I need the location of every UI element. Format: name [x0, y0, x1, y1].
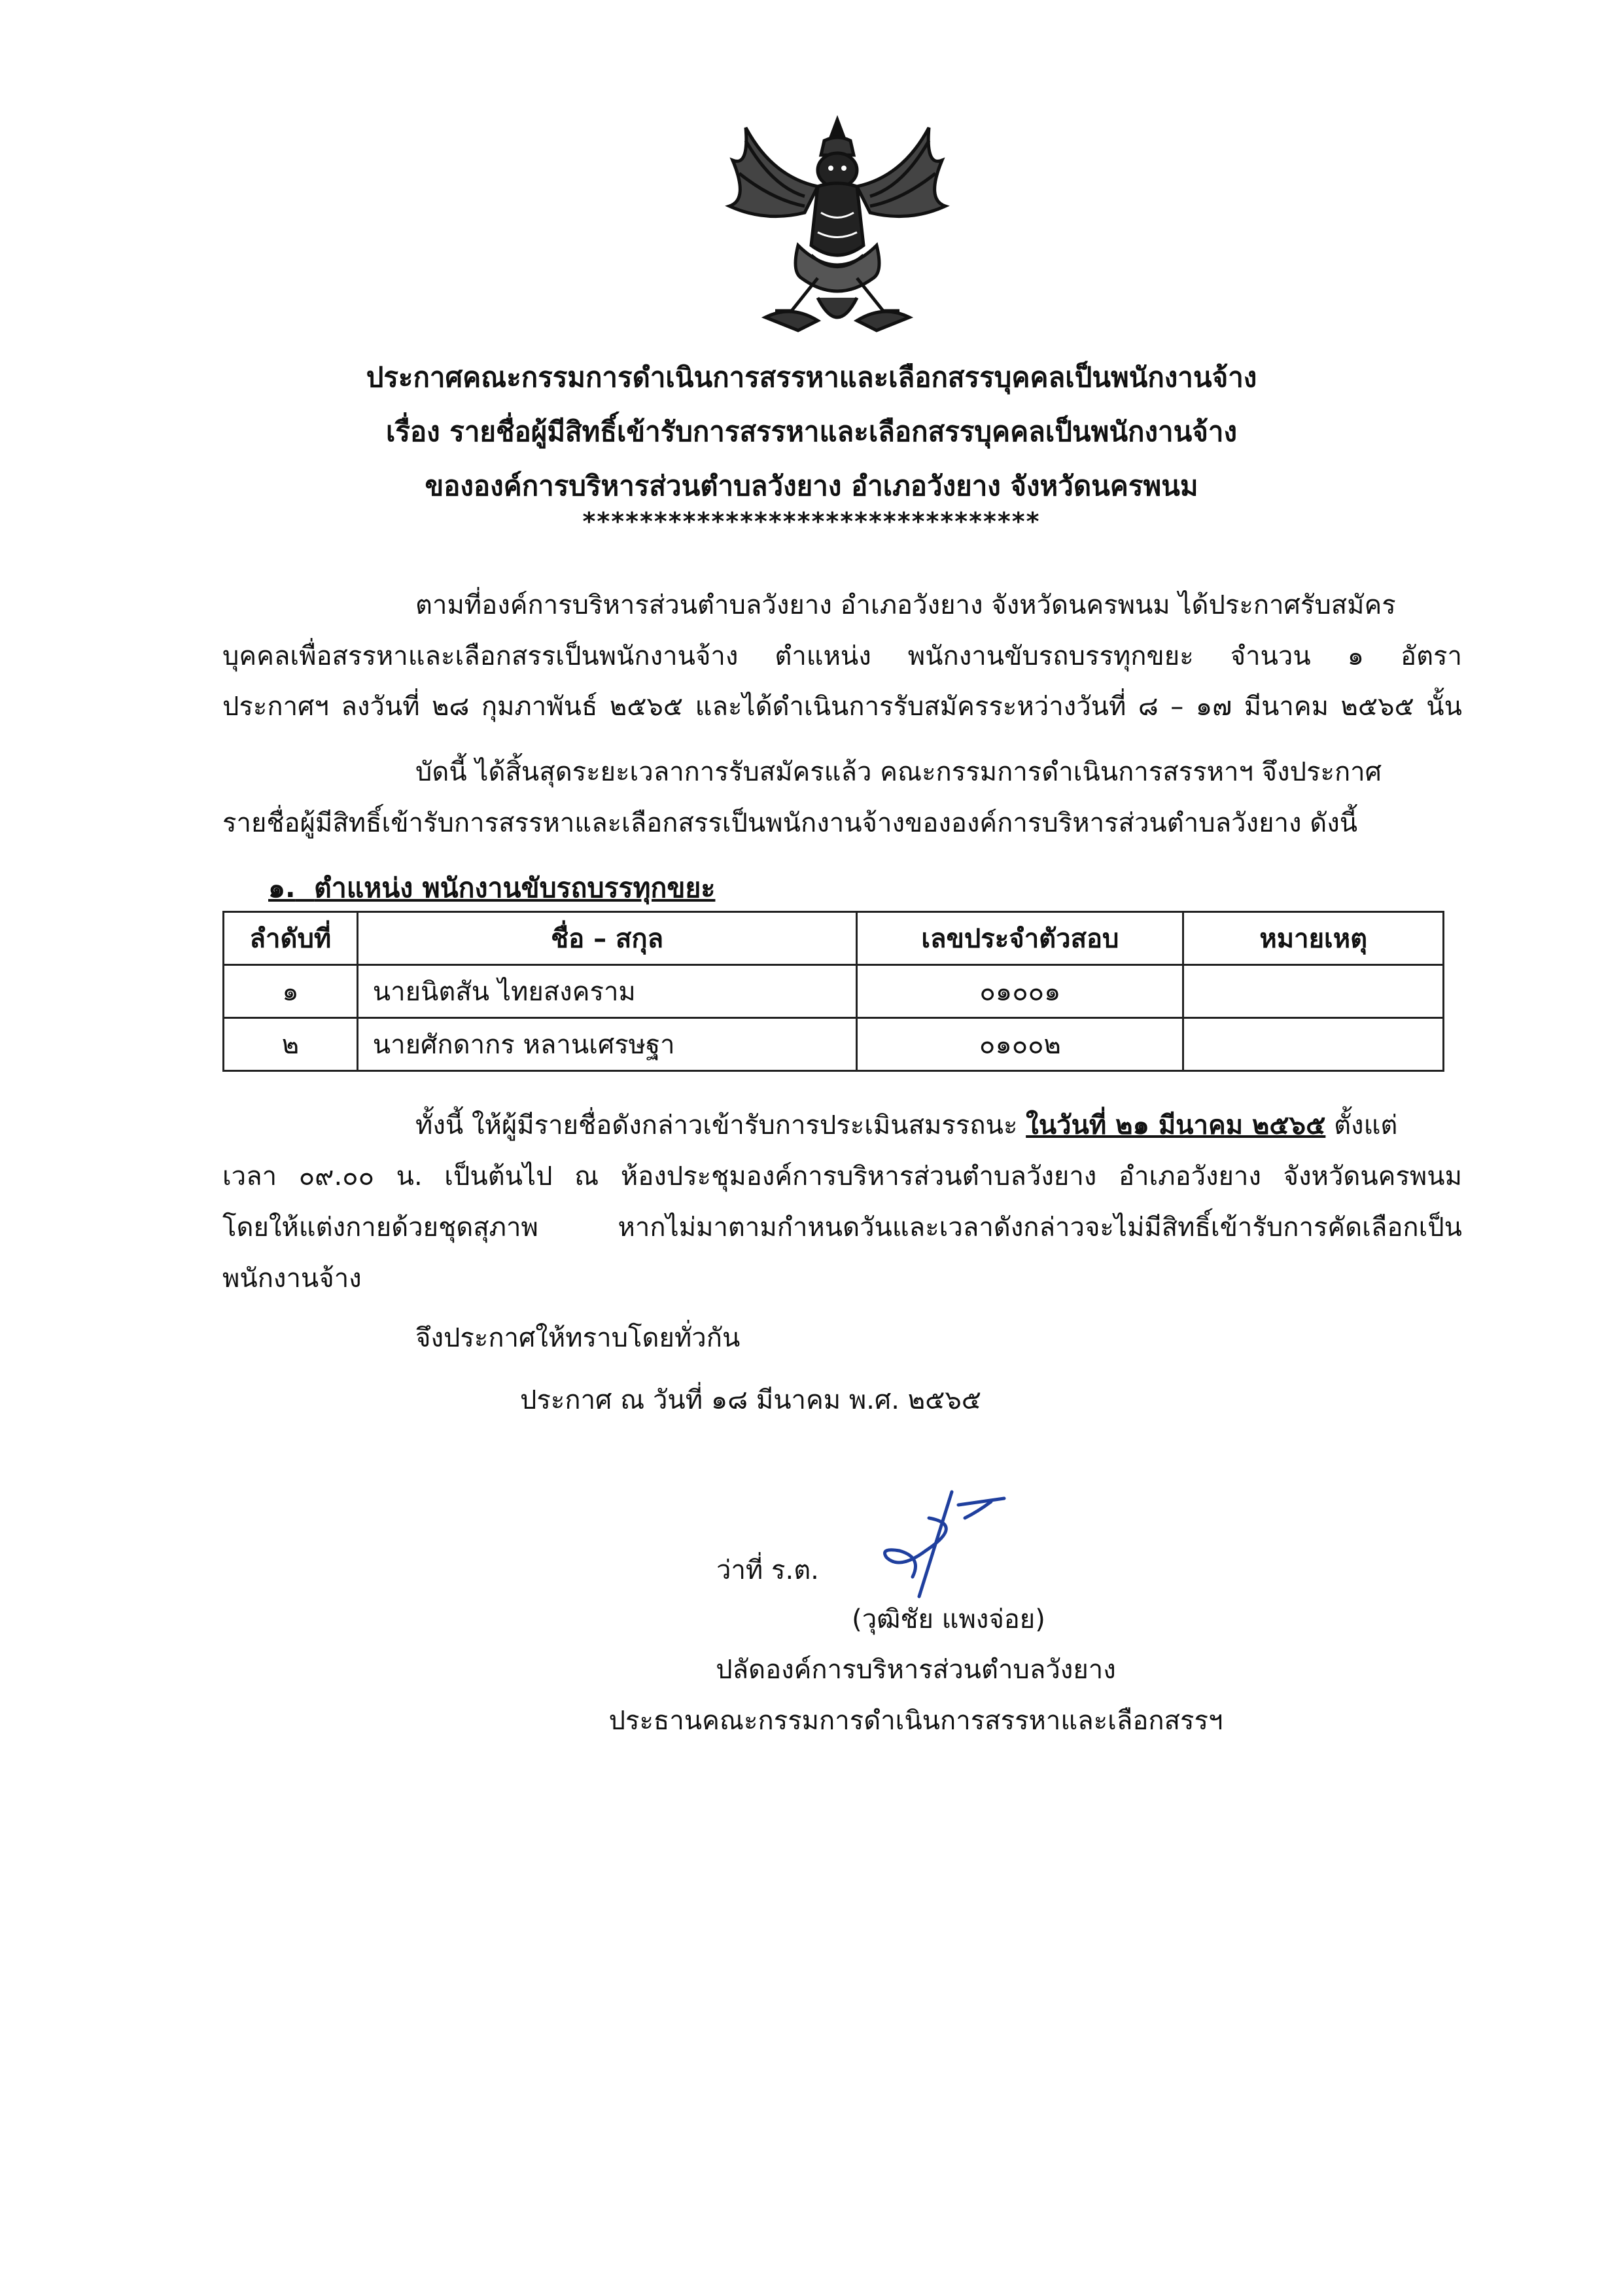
- cell-name: นายศักดากร หลานเศรษฐา: [357, 1018, 857, 1071]
- signer-name: (วุฒิชัย แพงจ่อย): [852, 1604, 1045, 1634]
- section-number: ๑.: [268, 872, 296, 904]
- para2-line2: รายชื่อผู้มีสิทธิ์เข้ารับการสรรหาและเลือกสรรเป็นพนักงานจ้างขององค์การบริหารส่วนตำบลวังยาง ดังนี้: [222, 808, 1358, 838]
- cell-exam-id: ๐๑๐๐๒: [857, 1018, 1183, 1071]
- cell-order: ๒: [224, 1018, 358, 1071]
- handwritten-signature: [860, 1479, 1011, 1610]
- para3-line2: เวลา ๐๙.๐๐ น. เป็นต้นไป ณ ห้องประชุมองค์การบริหารส่วนตำบลวังยาง อำเภอวังยาง จังหวัดนครพนม: [222, 1161, 1462, 1192]
- para3-prefix: ทั้งนี้ ให้ผู้มีรายชื่อดังกล่าวเข้ารับการประเมินสมรรถนะ: [415, 1110, 1018, 1140]
- para2-line1: บัดนี้ ได้สิ้นสุดระยะเวลาการรับสมัครแล้ว คณะกรรมการดำเนินการสรรหาฯ จึงประกาศ: [415, 757, 1382, 787]
- cell-remark: [1183, 1018, 1444, 1071]
- section-title: ตำแหน่ง พนักงานขับรถบรรทุกขยะ: [314, 872, 716, 904]
- para1-line2: บุคคลเพื่อสรรหาและเลือกสรรเป็นพนักงานจ้าง ตำแหน่ง พนักงานขับรถบรรทุกขยะ จำนวน ๑ อัตรา: [222, 641, 1462, 671]
- announcement-date: ประกาศ ณ วันที่ ๑๘ มีนาคม พ.ศ. ๒๕๖๕: [520, 1385, 982, 1415]
- cell-name: นายนิตสัน ไทยสงคราม: [357, 965, 857, 1018]
- announcement-organization: ขององค์การบริหารส่วนตำบลวังยาง อำเภอวังยาง จังหวัดนครพนม: [425, 470, 1198, 502]
- signer-committee-role: ประธานคณะกรรมการดำเนินการสรรหาและเลือกสรรฯ: [608, 1706, 1223, 1736]
- column-header-remark: หมายเหตุ: [1183, 912, 1444, 965]
- cell-remark: [1183, 965, 1444, 1018]
- column-header-exam-id: เลขประจำตัวสอบ: [857, 912, 1183, 965]
- para1-line3: ประกาศฯ ลงวันที่ ๒๘ กุมภาพันธ์ ๒๕๖๕ และได้ดำเนินการรับสมัครระหว่างวันที่ ๘ – ๑๗ มีนาคม ๒๕๖๕ นั้น: [222, 692, 1462, 722]
- candidate-table: [222, 911, 1444, 1072]
- closing-text: จึงประกาศให้ทราบโดยทั่วกัน: [415, 1323, 741, 1353]
- table-header-row: [224, 912, 1444, 965]
- para1-line1: ตามที่องค์การบริหารส่วนตำบลวังยาง อำเภอวังยาง จังหวัดนครพนม ได้ประกาศรับสมัคร: [415, 590, 1396, 620]
- cell-order: ๑: [224, 965, 358, 1018]
- table-row: [224, 1018, 1444, 1071]
- cell-exam-id: ๐๑๐๐๑: [857, 965, 1183, 1018]
- column-header-order: ลำดับที่: [224, 912, 358, 965]
- section-heading: [268, 867, 715, 910]
- signer-title: ปลัดองค์การบริหารส่วนตำบลวังยาง: [716, 1655, 1116, 1685]
- assessment-date: ในวันที่ ๒๑ มีนาคม ๒๕๖๕: [1026, 1110, 1326, 1140]
- signer-rank: ว่าที่ ร.ต.: [716, 1555, 819, 1585]
- column-header-name: ชื่อ – สกุล: [357, 912, 857, 965]
- garuda-emblem: [720, 115, 955, 344]
- para3-suffix: ตั้งแต่: [1334, 1110, 1398, 1140]
- announcement-title: ประกาศคณะกรรมการดำเนินการสรรหาและเลือกสรรบุคคลเป็นพนักงานจ้าง: [366, 361, 1257, 393]
- header-divider-stars: ********************************: [582, 507, 1041, 536]
- para3-line4: พนักงานจ้าง: [222, 1263, 362, 1294]
- para3-line1: [415, 1106, 1397, 1145]
- announcement-subject: เรื่อง รายชื่อผู้มีสิทธิ์เข้ารับการสรรหาและเลือกสรรบุคคลเป็นพนักงานจ้าง: [386, 415, 1237, 448]
- para3-line3: โดยให้แต่งกายด้วยชุดสุภาพ หากไม่มาตามกำหนดวันและเวลาดังกล่าวจะไม่มีสิทธิ์เข้ารับการคัดเลือกเป็น: [222, 1212, 1462, 1243]
- table-row: [224, 965, 1444, 1018]
